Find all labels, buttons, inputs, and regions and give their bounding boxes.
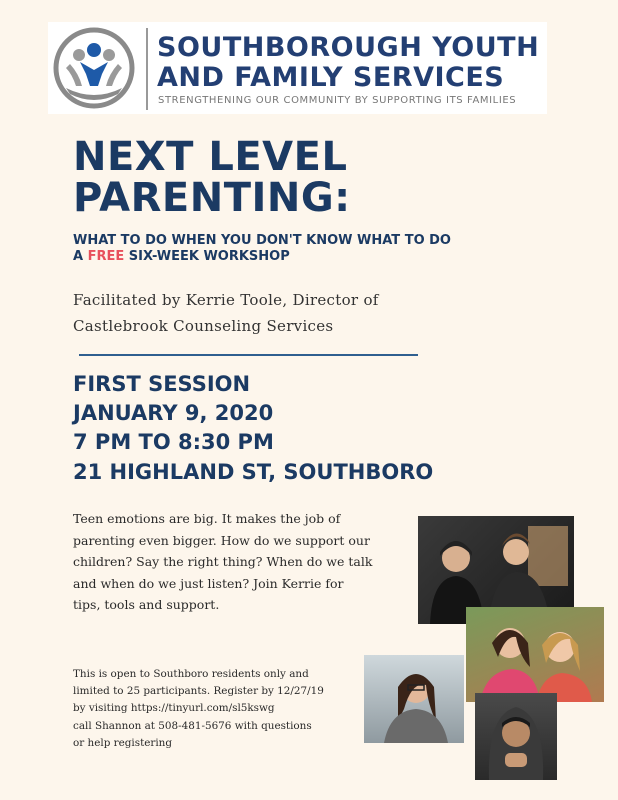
session-date: JANUARY 9, 2020: [73, 401, 274, 425]
session-heading: FIRST SESSION: [73, 372, 251, 396]
description-text: Teen emotions are big. It makes the job of parenting even bigger. How do we support our children? Say the right thing? When do we talk and when do we just listen? Join Kerrie for tips, tools and support.: [73, 511, 373, 612]
subtitle-prefix: A: [73, 249, 88, 264]
org-name-line-2: AND FAMILY SERVICES: [157, 62, 505, 93]
subtitle-suffix: SIX-WEEK WORKSHOP: [124, 249, 290, 264]
title-line-1: NEXT LEVEL: [73, 134, 348, 180]
session-location: 21 HIGHLAND ST, SOUTHBORO: [73, 460, 434, 484]
subtitle-line-2: [73, 250, 290, 263]
title-line-2: PARENTING:: [73, 175, 351, 221]
photo-smiling-girl: [364, 655, 464, 743]
photo-teen-hoodie: [475, 693, 557, 780]
subtitle-line-1: WHAT TO DO WHEN YOU DON'T KNOW WHAT TO DO: [73, 233, 451, 248]
registration-line-5: or help registering: [73, 736, 173, 749]
section-divider: [79, 354, 418, 356]
registration-line-1: This is open to Southboro residents only and: [73, 668, 309, 680]
org-name-line-1: SOUTHBOROUGH YOUTH: [157, 32, 540, 63]
org-tagline: STRENGTHENING OUR COMMUNITY BY SUPPORTING ITS FAMILIES: [158, 95, 517, 106]
free-highlight: FREE: [87, 249, 125, 264]
photo-girls-whispering: [466, 607, 604, 702]
registration-line-2: limited to 25 participants. Register by 12/27/19: [73, 685, 324, 698]
registration-line-4: call Shannon at 508-481-5676 with questions: [73, 719, 312, 732]
facilitator-text: Facilitated by Kerrie Toole, Director of Castlebrook Counseling Services: [73, 291, 379, 335]
session-time: 7 PM TO 8:30 PM: [73, 430, 274, 454]
family-figures-hands-icon: [52, 26, 136, 110]
registration-line-3: by visiting https://tinyurl.com/sl5kswg: [73, 702, 275, 715]
registration-info: [73, 666, 363, 752]
header-divider: [146, 28, 148, 110]
